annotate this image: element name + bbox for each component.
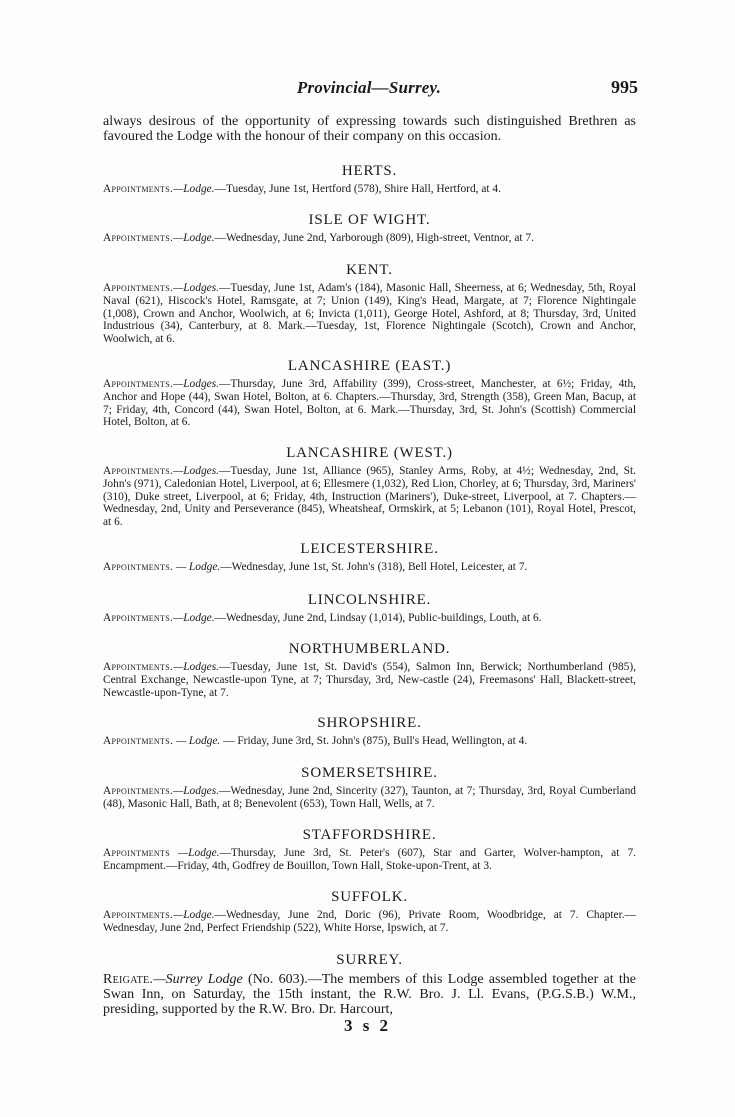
section-lincolnshire [103,592,636,625]
body-text: (No. 603).—The members of this Lodge assembled together at the Swan Inn, on Saturday, the 15th instant, the R.W. Bro. J. Ll. Evans, (P.G.S.B.) W.M., presiding, supported by the R.W. Bro. Dr. Harcourt, [103,972,636,1017]
section-paragraph [103,847,636,873]
section-paragraph [103,561,636,574]
lead-italic: —Lodges. [173,465,219,477]
section-paragraph [103,661,636,699]
lead-text: Appointments. [103,232,174,244]
section-paragraph [103,735,636,748]
body-text: —Tuesday, June 1st, Hertford (578), Shire Hall, Hertford, at 4. [214,183,501,195]
section-heading: LANCASHIRE (EAST.) [287,358,452,374]
lead-italic: — Lodge. [173,735,221,747]
lead-text: Appointments. [103,735,174,747]
page-number: 995 [611,77,638,97]
lead-text: Appointments. [103,378,174,390]
lead-italic: —Lodges. [173,661,219,673]
section-suffolk [103,889,636,935]
body-text: —Wednesday, June 1st, St. John's (318), Bell Hotel, Leicester, at 7. [220,561,528,573]
section-heading: SHROPSHIRE. [317,715,422,731]
body-text: —Wednesday, June 2nd, Lindsay (1,014), Public-buildings, Louth, at 6. [214,612,542,624]
running-head [100,78,638,102]
lead-italic: — Lodge. [173,561,221,573]
lead-text: Reigate. [103,972,154,987]
section-paragraph [103,972,636,1017]
lead-italic: —Lodge. [173,612,215,624]
lead-text: Appointments. [103,183,174,195]
section-heading: LINCOLNSHIRE. [307,592,432,608]
section-leicestershire [103,541,636,574]
running-title: Provincial—Surrey. [296,78,442,97]
body-text: —Wednesday, June 2nd, Yarborough (809), High-street, Ventnor, at 7. [214,232,534,244]
body-text: —Tuesday, June 1st, Alliance (965), Stanley Arms, Roby, at 4½; Wednesday, 2nd, St. John's (971), Caledonian Hotel, Liverpool, at 6; Ellesmere (1,032), Red Lion, Chorley, at 6; Thursday, 3rd, Mariners' (310), Duke street, Liverpool, at 6; Friday, 4th, Instruction (Mariners'), Duke-street, Liverpool, at 7. Chapters.—Wednesday, 2nd, Unity and Perseverance (845), Wheatsheaf, Ormskirk, at 5; Lebanon (101), Royal Hotel, Prescot, at 6. [103,465,636,529]
section-paragraph [103,232,636,245]
body-text: —Tuesday, June 1st, Adam's (184), Masonic Hall, Sheerness, at 6; Wednesday, 5th, Royal Naval (621), Hiscock's Hotel, Ramsgate, at 7; Union (149), King's Head, Margate, at 7; Florence Nightingale (1,008), Crown and Anchor, Woolwich, at 6; Invicta (1,011), George Hotel, Ashford, at 8; Thursday, 3rd, United Industrious (34), Canterbury, at 8. Mark.—Tuesday, 1st, Florence Nightingale (Scotch), Crown and Anchor, Woolwich, at 6. [103,282,636,346]
lead-italic: —Lodge. [173,909,215,921]
section-paragraph [103,909,636,935]
body-text: —Thursday, June 3rd, Affability (399), Cross-street, Manchester, at 6½; Friday, 4th, Anchor and Hope (44), Swan Hotel, Bolton, at 6. Chapters.—Thursday, 3rd, Strength (358), Green Man, Bacup, at 7; Friday, 4th, Concord (44), Swan Hotel, Bolton, at 6. Mark.—Thursday, 3rd, St. John's (Scottish) Commercial Hotel, Bolton, at 6. [103,378,636,429]
section-heading: NORTHUMBERLAND. [288,641,451,657]
section-northumberland [103,641,636,699]
body-text: —Tuesday, June 1st, St. David's (554), Salmon Inn, Berwick; Northumberland (985), Central Exchange, Newcastle-upon Tyne, at 7; Thursday, 3rd, New-castle (24), Freemasons' Hall, Blackett-street, Newcastle-upon-Tyne, at 7. [103,661,636,699]
section-heading: SOMERSETSHIRE. [301,765,438,781]
section-staffordshire [103,827,636,873]
section-paragraph [103,465,636,529]
lead-text: Appointments. [103,661,174,673]
lead-text: Appointments. [103,561,174,573]
section-lancashire-east [103,358,636,429]
lead-text: Appointments. [103,612,174,624]
lead-text: Appointments [103,847,170,859]
section-heading: ISLE OF WIGHT. [308,212,431,228]
section-heading: SURREY. [336,952,403,968]
section-herts [103,163,636,196]
lead-text: Appointments. [103,785,174,797]
section-kent [103,262,636,346]
body-text: —Wednesday, June 2nd, Sincerity (327), Taunton, at 7; Thursday, 3rd, Royal Cumberland (48), Masonic Hall, Bath, at 8; Benevolent (653), Town Hall, Wells, at 7. [103,785,636,810]
lead-italic: —Lodges. [173,282,219,294]
section-heading: KENT. [346,262,393,278]
lead-italic: —Lodge. [173,232,215,244]
lead-italic: —Lodges. [173,785,219,797]
section-paragraph [103,378,636,429]
section-heading: LEICESTERSHIRE. [300,541,439,557]
section-shropshire [103,715,636,748]
body-text: —Wednesday, June 2nd, Doric (96), Private Room, Woodbridge, at 7. Chapter.—Wednesday, June 2nd, Perfect Friendship (522), White Horse, Ipswich, at 7. [103,909,636,934]
section-somersetshire [103,765,636,811]
section-heading: SUFFOLK. [331,889,408,905]
section-paragraph [103,612,636,625]
section-paragraph [103,785,636,811]
lead-text: Appointments. [103,282,174,294]
lead-text: Appointments. [103,465,174,477]
section-surrey [103,952,636,1017]
section-heading: HERTS. [341,163,398,179]
lead-italic: —Lodges. [173,378,219,390]
lead-italic: —Lodge. [173,183,215,195]
signature-mark: 3 s 2 [343,1016,392,1035]
body-text: — Friday, June 3rd, St. John's (875), Bull's Head, Wellington, at 4. [220,735,528,747]
section-heading: STAFFORDSHIRE. [302,827,437,843]
lead-text: Appointments. [103,909,174,921]
intro-paragraph: always desirous of the opportunity of expressing towards such distinguished Brethren as favoured the Lodge with the honour of their company on this occasion. [103,114,636,144]
section-heading: LANCASHIRE (WEST.) [286,445,453,461]
section-isle-of-wight [103,212,636,245]
section-paragraph [103,183,636,196]
section-paragraph [103,282,636,346]
section-lancashire-west [103,445,636,529]
lead-italic: —Lodge. [169,847,220,859]
body-text: —Thursday, June 3rd, St. Peter's (607), Star and Garter, Wolver-hampton, at 7. Encampment.—Friday, 4th, Godfrey de Bouillon, Town Hall, Stoke-upon-Trent, at 3. [103,847,636,872]
lead-italic: —Surrey Lodge [153,972,243,987]
